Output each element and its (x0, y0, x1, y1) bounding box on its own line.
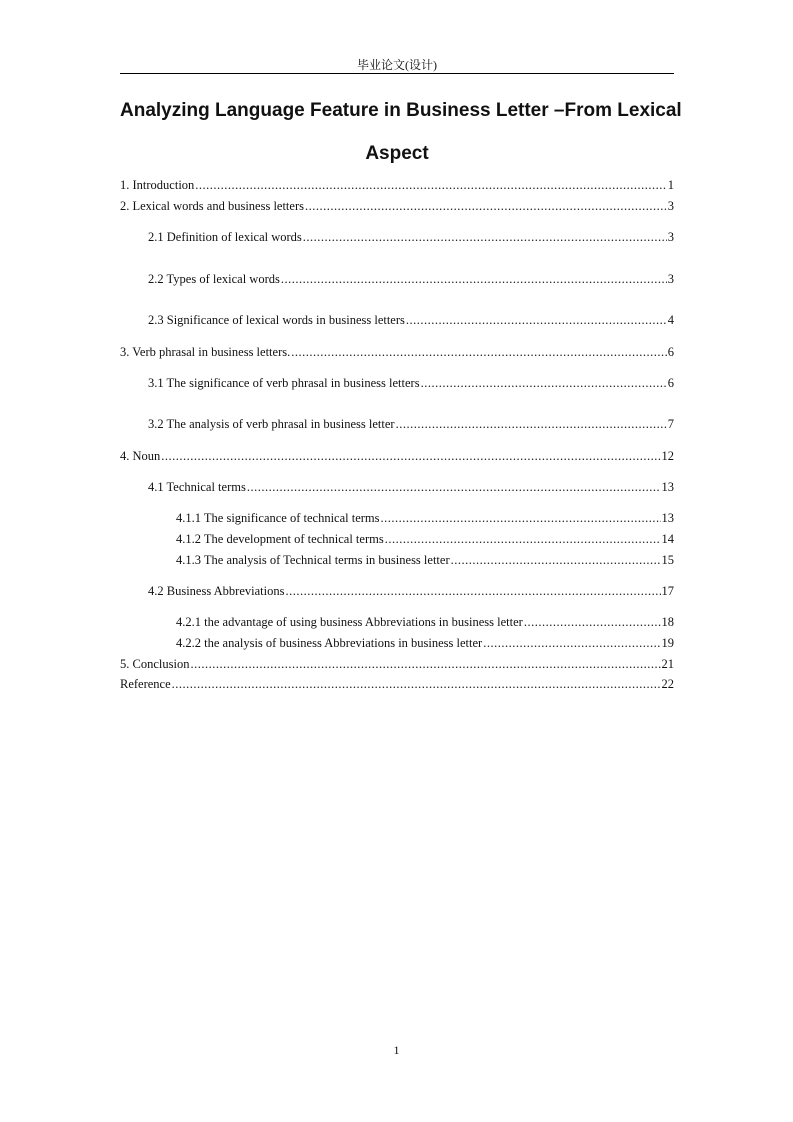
toc-entry-page: 21 (661, 657, 674, 671)
toc-entry-page: 14 (661, 532, 674, 546)
toc-entry-page: 22 (661, 677, 674, 691)
toc-entry-page: 6 (667, 345, 674, 359)
toc-entry-page: 7 (667, 417, 674, 431)
toc-entry[interactable] (176, 635, 674, 651)
toc-entry-label: 4.1.3 The analysis of Technical terms in business letter (176, 553, 450, 567)
toc-entry-page: 3 (667, 230, 674, 244)
page-number: 1 (393, 1043, 400, 1057)
toc-leader (281, 271, 667, 287)
document-title-line-2: Aspect (365, 143, 429, 164)
toc-entry-page: 4 (667, 313, 674, 327)
toc-leader (303, 229, 667, 245)
toc-leader (195, 177, 666, 193)
toc-entry-label: Reference (120, 677, 171, 691)
toc-entry-label: 4.2.1 the advantage of using business Abbreviations in business letter (176, 615, 523, 629)
toc-entry[interactable] (148, 271, 674, 287)
running-header: 毕业论文(设计) (357, 58, 437, 72)
toc-entry[interactable] (176, 531, 674, 547)
toc-leader (285, 583, 660, 599)
toc-entry[interactable] (176, 614, 674, 630)
toc-leader (305, 198, 667, 214)
toc-leader (161, 448, 660, 464)
toc-entry-label: 4. Noun (120, 449, 161, 463)
toc-entry[interactable] (176, 552, 674, 568)
toc-entry[interactable] (148, 479, 674, 495)
toc-leader (451, 552, 661, 568)
toc-entry-label: 2.1 Definition of lexical words (148, 230, 302, 244)
toc-leader (396, 416, 667, 432)
toc-entry-page: 15 (661, 553, 674, 567)
toc-entry[interactable] (148, 583, 674, 599)
toc-entry[interactable] (120, 177, 674, 193)
toc-entry-page: 13 (661, 480, 674, 494)
toc-entry[interactable] (120, 676, 674, 692)
toc-entry-page: 1 (667, 178, 674, 192)
toc-entry[interactable] (120, 344, 674, 360)
toc-leader (483, 635, 660, 651)
toc-entry[interactable] (148, 229, 674, 245)
toc-entry-label: 3.1 The significance of verb phrasal in business letters (148, 376, 420, 390)
toc-entry[interactable] (148, 375, 674, 391)
toc-entry-label: 4.1.2 The development of technical terms (176, 532, 384, 546)
document-title-line-1: Analyzing Language Feature in Business Letter –From Lexical (120, 100, 682, 121)
toc-entry-page: 19 (661, 636, 674, 650)
toc-entry-page: 6 (667, 376, 674, 390)
toc-leader (524, 614, 661, 630)
toc-leader (247, 479, 661, 495)
toc-entry[interactable] (120, 448, 674, 464)
toc-entry-page: 17 (661, 584, 674, 598)
toc-entry-page: 12 (661, 449, 674, 463)
toc-entry[interactable] (120, 656, 674, 672)
toc-entry-label: 2.3 Significance of lexical words in business letters (148, 313, 405, 327)
toc-entry[interactable] (176, 510, 674, 526)
header-rule (120, 73, 674, 74)
toc-entry[interactable] (120, 198, 674, 214)
toc-entry-label: 1. Introduction (120, 178, 195, 192)
toc-entry-page: 3 (667, 199, 674, 213)
toc-entry-label: 3.2 The analysis of verb phrasal in business letter (148, 417, 395, 431)
toc-leader (291, 344, 667, 360)
toc-entry-label: 4.1 Technical terms (148, 480, 246, 494)
toc-leader (381, 510, 661, 526)
toc-leader (385, 531, 661, 547)
toc-leader (190, 656, 660, 672)
toc-entry-page: 13 (661, 511, 674, 525)
toc-leader (421, 375, 667, 391)
toc-leader (172, 676, 661, 692)
toc-entry-page: 18 (661, 615, 674, 629)
toc-entry-page: 3 (667, 272, 674, 286)
toc-entry-label: 4.1.1 The significance of technical terms (176, 511, 380, 525)
toc-entry[interactable] (148, 312, 674, 328)
toc-entry-label: 4.2.2 the analysis of business Abbreviations in business letter (176, 636, 483, 650)
toc-entry-label: 2.2 Types of lexical words (148, 272, 280, 286)
toc-entry-label: 2. Lexical words and business letters (120, 199, 304, 213)
toc-entry-label: 5. Conclusion (120, 657, 190, 671)
toc-entry-label: 4.2 Business Abbreviations (148, 584, 285, 598)
toc-leader (406, 312, 667, 328)
toc-entry-label: 3. Verb phrasal in business letters. (120, 345, 291, 359)
toc-entry[interactable] (148, 416, 674, 432)
